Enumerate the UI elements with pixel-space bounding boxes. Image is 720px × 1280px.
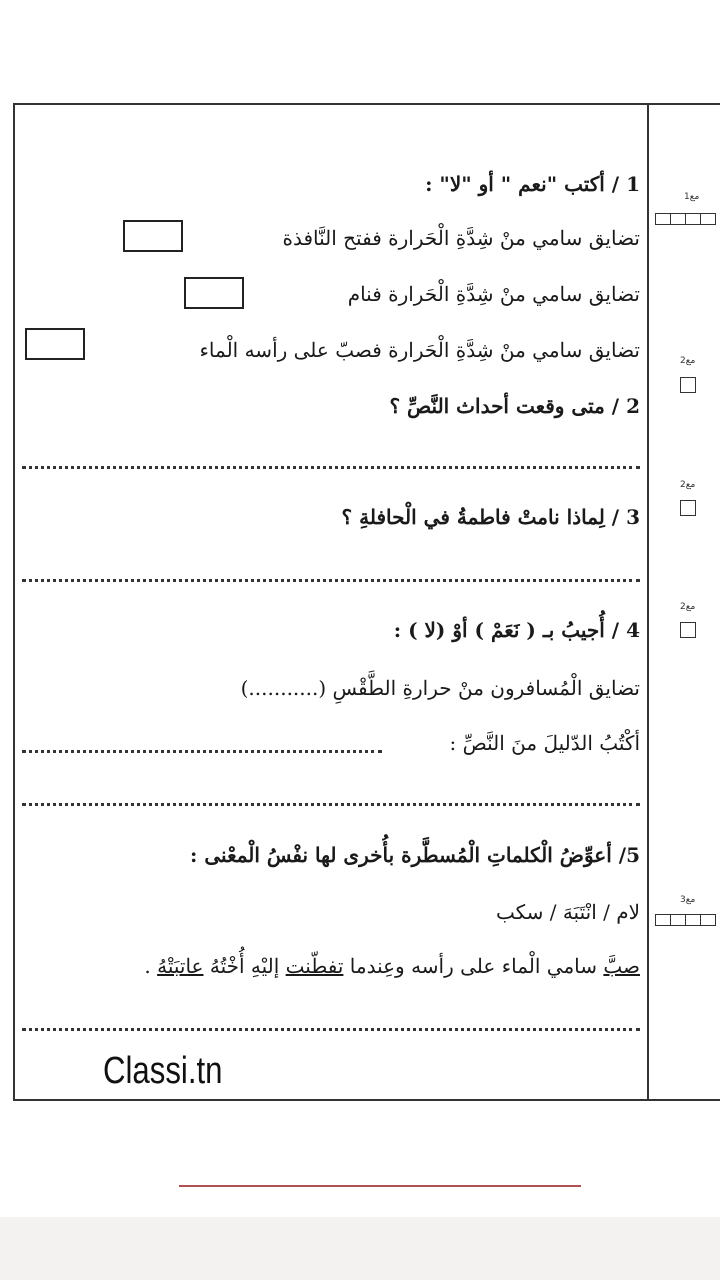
margin-mark-4: مع2 (680, 602, 696, 612)
decorative-red-line (179, 1185, 581, 1187)
margin-mark-5: مع3 (680, 895, 696, 905)
margin-divider (647, 103, 649, 1101)
q1-title: 1 / أكتب "نعم " أو "لا" : (425, 172, 640, 196)
underlined-word-1: صبَّ (603, 954, 640, 978)
underlined-word-2: تفطّنت (285, 954, 344, 978)
q1-statement-1: تضايق سامي منْ شِدَّةِ الْحَرارة ففتح النَّافذة (282, 226, 640, 250)
sentence-part: إليْهِ أُخْتُهُ (203, 954, 286, 978)
q4-answer-line[interactable] (22, 803, 640, 806)
q1-answer-box-2[interactable] (184, 277, 244, 309)
score-box-2[interactable] (680, 377, 696, 393)
sentence-part: . (144, 954, 158, 978)
exam-sheet (13, 103, 720, 1101)
q2-title: 2 / متى وقعت أحداث النَّصِّ ؟ (389, 394, 640, 418)
score-box-4[interactable] (680, 622, 696, 638)
q5-answer-line[interactable] (22, 1028, 640, 1031)
q4-evidence-label: أكْتُبُ الدّليلَ منَ النَّصِّ : (449, 731, 640, 755)
q4-evidence-line[interactable] (22, 750, 382, 753)
q1-statement-3: تضايق سامي منْ شِدَّةِ الْحَرارة فصبّ على رأسه الْماء (199, 338, 640, 362)
q1-statement-2: تضايق سامي منْ شِدَّةِ الْحَرارة فنام (347, 282, 640, 306)
q5-options: لام / انْتَبَهَ / سكب (495, 900, 640, 924)
margin-mark-1: مع1 (684, 192, 700, 202)
q2-answer-line[interactable] (22, 466, 640, 469)
q1-answer-box-1[interactable] (123, 220, 183, 252)
margin-mark-3: مع2 (680, 480, 696, 490)
bottom-band (0, 1217, 720, 1280)
score-cells-1[interactable] (655, 213, 716, 225)
q5-sentence (144, 956, 640, 976)
q3-title: 3 / لِماذا نامتْ فاطمةُ في الْحافلةِ ؟ (341, 505, 640, 529)
site-watermark: Classi.tn (103, 1050, 223, 1092)
q1-answer-box-3[interactable] (25, 328, 85, 360)
q4-title: 4 / أُجيبُ بـ ( نَعَمْ ) أوْ (لا ) : (393, 618, 640, 642)
q5-title: 5/ أعوِّضُ الْكلماتِ الْمُسطَّرة بأُخرى لها نفْسُ الْمعْنى : (190, 843, 640, 867)
q3-answer-line[interactable] (22, 579, 640, 582)
underlined-word-3: عاتبَتْهُ (157, 954, 204, 978)
margin-mark-2: مع2 (680, 356, 696, 366)
score-box-3[interactable] (680, 500, 696, 516)
score-cells-5[interactable] (655, 914, 716, 926)
q4-statement: تضايق الْمُسافرون منْ حرارةِ الطَّقْسِ (...........) (240, 676, 640, 700)
sentence-part: سامي الْماء على رأسه وعِندما (343, 954, 604, 978)
